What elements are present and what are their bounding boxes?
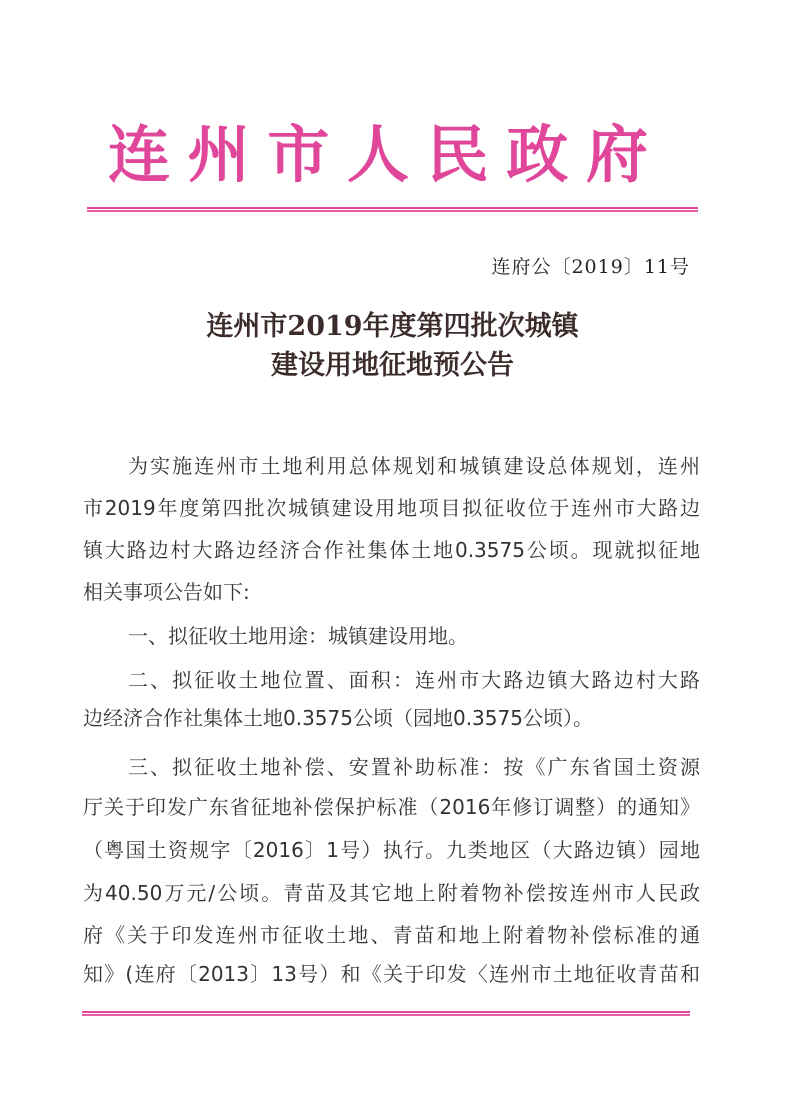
body-line: 为实施连州市土地利用总体规划和城镇建设总体规划，连州: [128, 454, 700, 478]
body-line: 边经济合作社集体土地0.3575公顷（园地0.3575公顷）。: [83, 706, 593, 730]
letterhead-char: 府: [585, 118, 648, 191]
letterhead-char: 民: [426, 118, 489, 191]
document-title-line2: 建设用地征地预公告: [271, 350, 514, 381]
footer-divider: [82, 1011, 690, 1016]
letterhead-char: 州: [187, 118, 250, 191]
body-line: 三、拟征收土地补偿、安置补助标准：按《广东省国土资源: [128, 755, 700, 779]
body-line: 厅关于印发广东省征地补偿保护标准（2016年修订调整）的通知》: [83, 795, 700, 819]
body-line: 为40.50万元/公顷。青苗及其它地上附着物补偿按连州市人民政: [83, 881, 700, 905]
body-line: 府《关于印发连州市征收土地、青苗和地上附着物补偿标准的通: [83, 923, 700, 947]
body-line: 镇大路边村大路边经济合作社集体土地0.3575公顷。现就拟征地: [83, 538, 700, 562]
letterhead-char: 人: [346, 118, 409, 191]
letterhead-char: 连: [108, 118, 171, 191]
document-number: 连府公〔2019〕11号: [491, 256, 690, 278]
body-line: 市2019年度第四批次城镇建设用地项目拟征收位于连州市大路边: [83, 496, 700, 520]
letterhead-char: 政: [506, 118, 569, 191]
document-title-line1: 连州市2019年度第四批次城镇: [206, 311, 579, 342]
body-line: 相关事项公告如下:: [83, 580, 250, 604]
body-line: 一、拟征收土地用途：城镇建设用地。: [128, 624, 468, 648]
letterhead-char: 市: [267, 118, 330, 191]
letterhead-title: [108, 118, 648, 192]
body-line: 二、拟征收土地位置、面积：连州市大路边镇大路边村大路: [128, 668, 700, 692]
header-divider: [87, 207, 698, 212]
body-line: 知》(连府〔2013〕13号）和《关于印发〈连州市土地征收青苗和: [83, 962, 700, 986]
body-line: （粤国土资规字〔2016〕1号）执行。九类地区（大路边镇）园地: [83, 838, 700, 862]
